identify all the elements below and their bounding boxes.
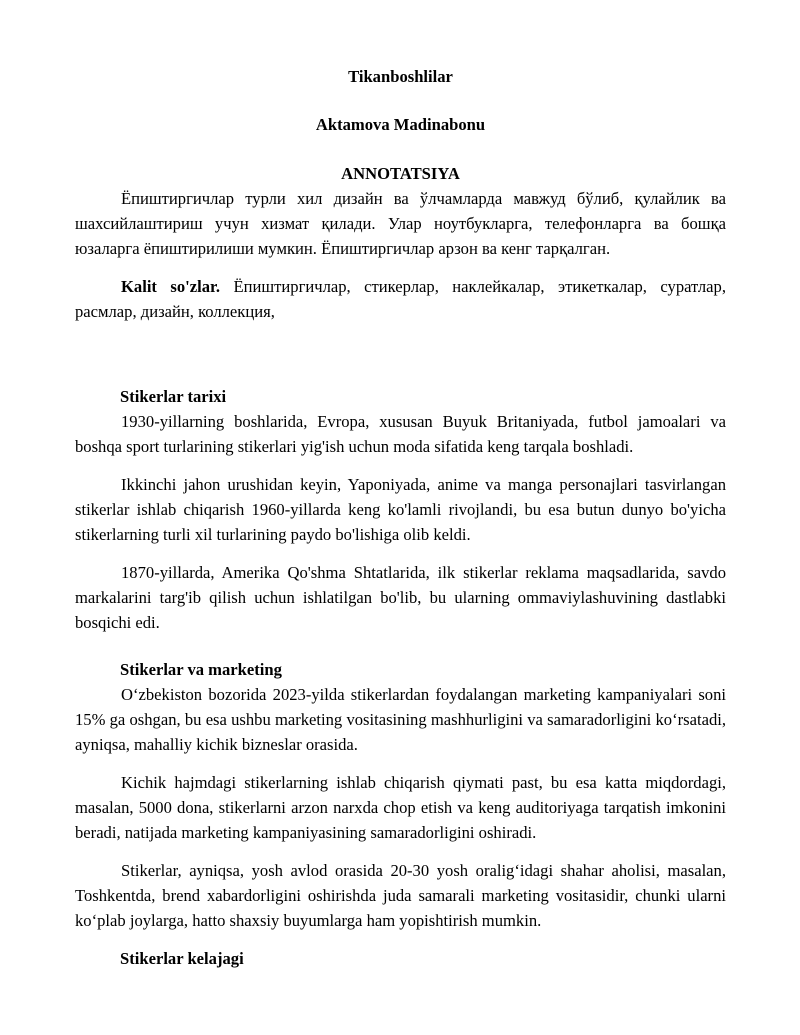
paragraph: O‘zbekiston bozorida 2023-yilda stikerlardan foydalangan marketing kampaniyalari soni 15% ga oshgan, bu esa ushbu marketing vositasining mashhurligini va samaradorligini ko‘rsatadi, ayniqsa, mahalliy kichik bizneslar orasida. [75,685,726,754]
paragraph: Kichik hajmdagi stikerlarning ishlab chiqarish qiymati past, bu esa katta miqdordagi, masalan, 5000 dona, stikerlarni arzon narxda chop etish va keng auditoriyaga tarqatish imkonini beradi, natijada marketing kampaniyasining samaradorligini oshiradi. [75,773,726,842]
paragraph: Ikkinchi jahon urushidan keyin, Yaponiyada, anime va manga personajlari tasvirlangan stikerlar ishlab chiqarish 1960-yillarda keng ko'lamli rivojlandi, bu esa butun dunyo bo'yicha stikerlarning turli xil turlarining paydo bo'lishiga olib keldi. [75,475,726,544]
document-title: Tikanboshlilar [348,67,453,86]
section-heading-future: Stikerlar kelajagi [120,949,244,968]
paragraph: 1870-yillarda, Amerika Qo'shma Shtatlarida, ilk stikerlar reklama maqsadlarida, savdo markalarini targ'ib qilish uchun ishlatilgan bo'lib, bu ularning ommaviylashuvining dastlabki bosqichi edi. [75,563,726,632]
keywords-paragraph [75,274,726,324]
document-page [75,64,726,971]
keywords-label: Kalit so'zlar. [121,277,221,296]
keywords-text: Ёпиштиргичлар, стикерлар, наклейкалар, этикеткалар, суратлар, расмлар, дизайн, коллекция, [75,277,726,321]
author-name: Aktamova Madinabonu [315,115,486,134]
annotation-heading: ANNOTATSIYA [341,164,460,183]
section-heading-marketing: Stikerlar va marketing [120,660,282,679]
section-heading-history: Stikerlar tarixi [120,387,227,406]
annotation-text: Ёпиштиргичлар турли хил дизайн ва ўлчамларда мавжуд бўлиб, қулайлик ва шахсийлаштириш учун хизмат қилади. Улар ноутбукларга, телефонларга ва бошқа юзаларга ёпиштирилиши мумкин. Ёпиштиргичлар арзон ва кенг тарқалган. [75,189,726,258]
paragraph: 1930-yillarning boshlarida, Evropa, xususan Buyuk Britaniyada, futbol jamoalari va boshqa sport turlarining stikerlari yig'ish uchun moda sifatida keng tarqala boshladi. [75,412,726,456]
paragraph: Stikerlar, ayniqsa, yosh avlod orasida 20-30 yosh oralig‘idagi shahar aholisi, masalan, Toshkentda, brend xabardorligini oshirishda juda samarali marketing vositasidir, chunki ularni ko‘plab joylarga, hatto shaxsiy buyumlarga ham yopishtirish mumkin. [75,861,726,930]
